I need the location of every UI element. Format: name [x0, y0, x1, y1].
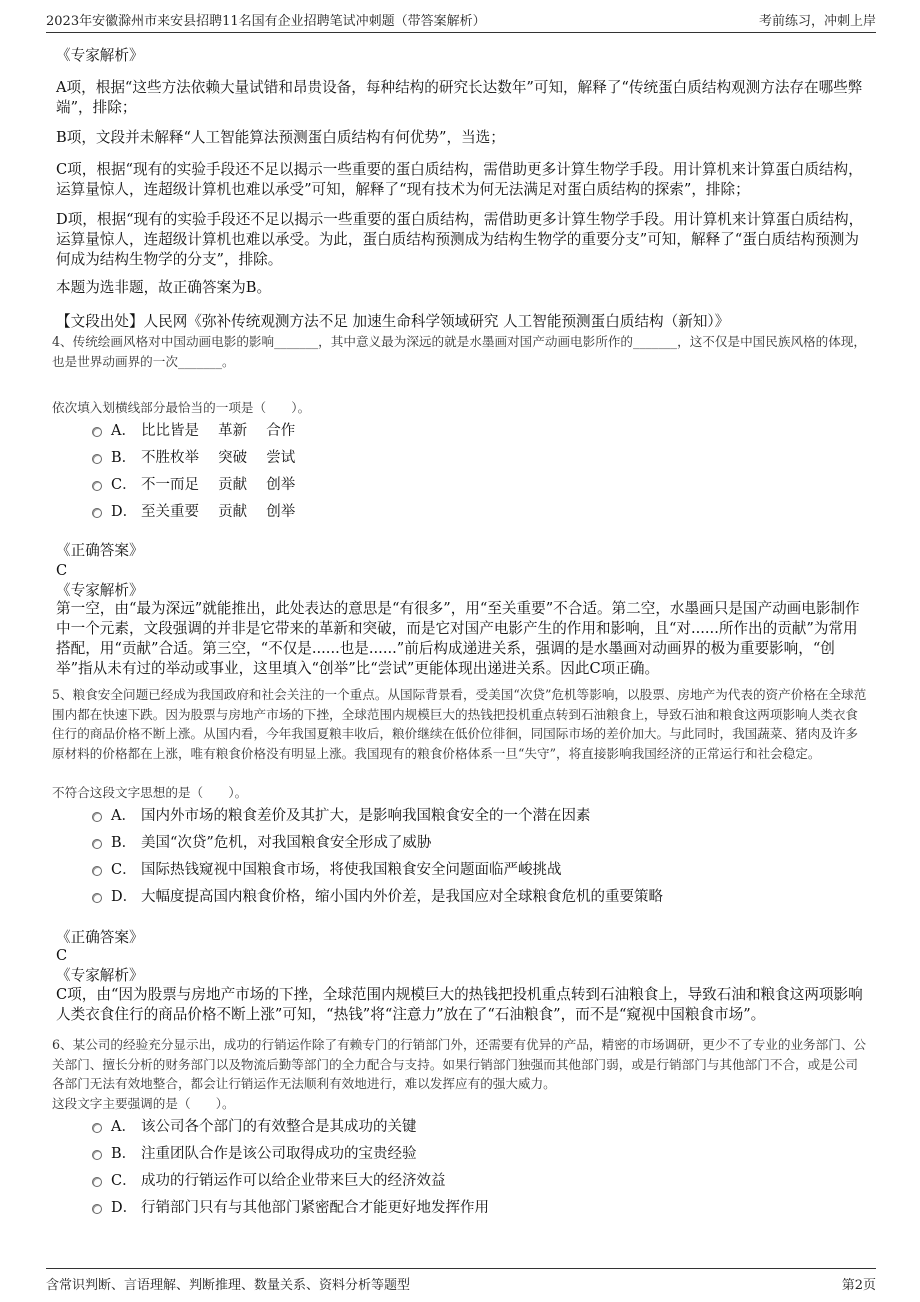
radio-button-icon[interactable] — [92, 454, 102, 464]
page-footer — [46, 1268, 876, 1293]
page-number: 第2页 — [841, 1278, 876, 1293]
page-header — [46, 10, 876, 33]
radio-button-icon[interactable] — [92, 1123, 102, 1133]
q4-answer: C — [56, 562, 68, 579]
q5-option-d[interactable]: D． 大幅度提高国内粮食价格，缩小国内外价差，是我国应对全球粮食危机的重要策略 — [92, 882, 852, 909]
q5-analysis-label: 《专家解析》 — [56, 967, 144, 984]
q5-ask: 不符合这段文字思想的是（ ）。 — [52, 785, 248, 800]
q5-option-a[interactable]: A． 国内外市场的粮食差价及其扩大，是影响我国粮食安全的一个潜在因素 — [92, 801, 852, 828]
q5-analysis: C项，由“因为股票与房地产市场的下挫，全球范围内规模巨大的热钱把投机重点转到石油粮食上，导致石油和粮食这两项影响人类衣食住行的商品价格不断上涨”可知，“热钱”将“注意力”放在了“石油粮食”，而不是“窥视中国粮食市场”。 — [56, 986, 863, 1023]
q4-option-d[interactable]: D． 至关重要 贡献 创举 — [92, 497, 852, 524]
q5-option-c[interactable]: C． 国际热钱窥视中国粮食市场，将使我国粮食安全问题面临严峻挑战 — [92, 855, 852, 882]
header-slogan: 考前练习，冲刺上岸 — [758, 14, 876, 29]
footer-description: 含常识判断、言语理解、判断推理、数量关系、资料分析等题型 — [46, 1278, 411, 1293]
radio-button-icon[interactable] — [92, 508, 102, 518]
q4-analysis: 第一空，由“最为深远”就能推出，此处表达的意思是“有很多”，用“至关重要”不合适。第二空，水墨画只是国产动画电影制作中一个元素，文段强调的并非是它带来的革新和突破，而是它对国产电影产生的作用和影响，且“对......所作出的贡献”为常用搭配，用“贡献”合适。第三空，“不仅是......也是......”前后构成递进关系，强调的是水墨画对动画界的极为重要影响，“创举”指从未有过的举动或事业，这里填入“创举”比“尝试”更能体现出递进关系。因此C项正确。 — [56, 600, 860, 677]
q6-option-c[interactable]: C． 成功的行销运作可以给企业带来巨大的经济效益 — [92, 1166, 852, 1193]
q3-analysis-b: B项，文段并未解释“人工智能算法预测蛋白质结构有何优势”，当选； — [56, 129, 505, 146]
q6-stem: 6、某公司的经验充分显示出，成功的行销运作除了有赖专门的行销部门外，还需要有优异的产品，精密的市场调研，更少不了专业的业务部门、公关部门、擅长分析的财务部门以及物流后勤等部门的全力配合与支持。如果行销部门独强而其他部门弱，或是行销部门与其他部门不合，或是公司各部门无法有效地整合，都会让行销运作无法顺利有效地进行，难以发挥应有的强大威力。 — [52, 1037, 867, 1091]
q6-ask: 这段文字主要强调的是（ ）。 — [52, 1096, 235, 1111]
document-title: 2023年安徽滁州市来安县招聘11名国有企业招聘笔试冲刺题（带答案解析） — [46, 14, 486, 29]
q3-analysis-label: 《专家解析》 — [56, 47, 144, 64]
q5-answer: C — [56, 947, 68, 964]
q6-option-a[interactable]: A． 该公司各个部门的有效整合是其成功的关键 — [92, 1112, 852, 1139]
q6-options — [92, 1112, 852, 1220]
radio-button-icon[interactable] — [92, 839, 102, 849]
q4-options — [92, 416, 852, 524]
q4-option-b[interactable]: B． 不胜枚举 突破 尝试 — [92, 443, 852, 470]
q5-option-b[interactable]: B． 美国“次贷”危机，对我国粮食安全形成了威胁 — [92, 828, 852, 855]
q6-option-d[interactable]: D． 行销部门只有与其他部门紧密配合才能更好地发挥作用 — [92, 1193, 852, 1220]
q3-conclusion: 本题为选非题，故正确答案为B。 — [56, 279, 272, 296]
q5-stem: 5、粮食安全问题已经成为我国政府和社会关注的一个重点。从国际背景看，受美国“次贷”危机等影响，以股票、房地产为代表的资产价格在全球范围内都在快速下跌。因为股票与房地产市场的下挫，全球范围内规模巨大的热钱把投机重点转到石油粮食上，导致石油和粮食这两项影响人类衣食住行的商品价格不断上涨。从国内看，今年我国夏粮丰收后，粮价继续在低价位徘徊，同国际市场的差价加大。与此同时，我国蔬菜、猪肉及许多原材料的价格都在上涨，唯有粮食价格没有明显上涨。我国现有的粮食价格体系一旦“失守”，将直接影响我国经济的正常运行和社会稳定。 — [52, 687, 867, 761]
q4-answer-label: 《正确答案》 — [56, 542, 144, 559]
radio-button-icon[interactable] — [92, 893, 102, 903]
radio-button-icon[interactable] — [92, 866, 102, 876]
radio-button-icon[interactable] — [92, 1150, 102, 1160]
radio-button-icon[interactable] — [92, 427, 102, 437]
q3-analysis-a: A项，根据“这些方法依赖大量试错和昂贵设备，每种结构的研究长达数年”可知，解释了“传统蛋白质结构观测方法存在哪些弊端”，排除； — [56, 79, 863, 116]
radio-button-icon[interactable] — [92, 1204, 102, 1214]
q5-options — [92, 801, 852, 909]
q4-ask: 依次填入划横线部分最恰当的一项是（ ）。 — [52, 400, 311, 415]
q4-option-a[interactable]: A． 比比皆是 革新 合作 — [92, 416, 852, 443]
radio-button-icon[interactable] — [92, 812, 102, 822]
q4-option-c[interactable]: C． 不一而足 贡献 创举 — [92, 470, 852, 497]
q4-stem: 4、传统绘画风格对中国动画电影的影响_______，其中意义最为深远的就是水墨画对国产动画电影所作的_______，这不仅是中国民族风格的体现，也是世界动画界的一次_______。 — [52, 334, 867, 369]
radio-button-icon[interactable] — [92, 1177, 102, 1187]
q4-analysis-label: 《专家解析》 — [56, 582, 144, 599]
q3-analysis-c: C项，根据“现有的实验手段还不足以揭示一些重要的蛋白质结构，需借助更多计算生物学手段。用计算机来计算蛋白质结构，运算量惊人，连超级计算机也难以承受”可知，解释了“现有技术为何无法满足对蛋白质结构的探索”，排除； — [56, 161, 863, 198]
q5-answer-label: 《正确答案》 — [56, 929, 144, 946]
q6-option-b[interactable]: B． 注重团队合作是该公司取得成功的宝贵经验 — [92, 1139, 852, 1166]
q3-analysis-d: D项，根据“现有的实验手段还不足以揭示一些重要的蛋白质结构，需借助更多计算生物学手段。用计算机来计算蛋白质结构，运算量惊人，连超级计算机也难以承受。为此，蛋白质结构预测成为结构生物学的重要分支”可知，解释了“蛋白质结构预测为何成为结构生物学的分支”，排除。 — [56, 211, 864, 268]
q3-source: 【文段出处】人民网《弥补传统观测方法不足 加速生命科学领域研究 人工智能预测蛋白质结构（新知）》 — [56, 313, 730, 330]
radio-button-icon[interactable] — [92, 481, 102, 491]
